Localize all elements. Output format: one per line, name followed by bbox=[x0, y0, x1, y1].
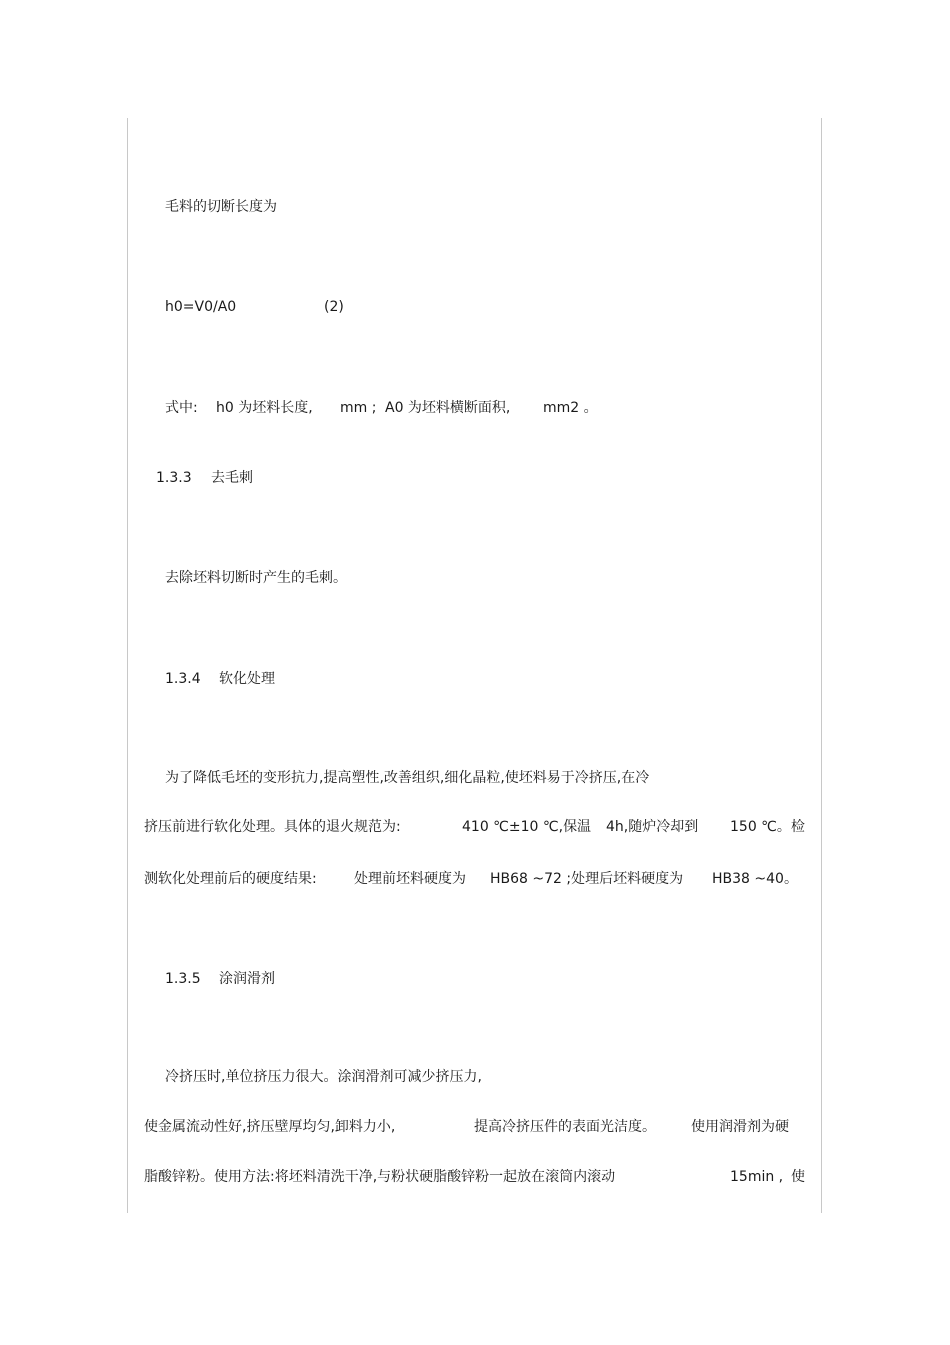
where-text-a: 式中: bbox=[165, 400, 198, 416]
softening-3-d: HB38 ~40。 bbox=[712, 871, 798, 887]
softening-2-b: 410 ℃±10 ℃,保温 bbox=[462, 819, 592, 835]
right-margin-rule bbox=[821, 118, 822, 1213]
lubricant-3-c: 使 bbox=[791, 1169, 805, 1185]
lubricant-2-a: 使金属流动性好,挤压壁厚均匀,卸料力小, bbox=[144, 1119, 396, 1135]
section-number: 1.3.3 bbox=[156, 470, 192, 486]
where-text-c: mm ; bbox=[340, 400, 377, 416]
softening-3-c: HB68 ~72 ;处理后坯料硬度为 bbox=[490, 871, 684, 887]
where-text-b: h0 为坯料长度, bbox=[216, 400, 313, 416]
where-text-e: mm2 。 bbox=[543, 400, 598, 416]
paragraph-cut-length: 毛料的切断长度为 bbox=[165, 199, 277, 215]
formula-expression: h0=V0/A0 bbox=[165, 299, 237, 315]
paragraph-softening-line-1: 为了降低毛坯的变形抗力,提高塑性,改善组织,细化晶粒,使坯料易于冷挤压,在冷 bbox=[165, 770, 650, 786]
softening-3-b: 处理前坯料硬度为 bbox=[354, 871, 466, 887]
formula-number: (2) bbox=[324, 299, 344, 315]
softening-2-c: 4h,随炉冷却到 bbox=[606, 819, 699, 835]
lubricant-2-c: 使用润滑剂为硬 bbox=[691, 1119, 789, 1135]
paragraph-lubricant-line-1: 冷挤压时,单位挤压力很大。涂润滑剂可减少挤压力, bbox=[165, 1069, 482, 1085]
softening-3-a: 测软化处理前后的硬度结果: bbox=[144, 871, 317, 887]
section-number: 1.3.5 bbox=[165, 971, 201, 987]
section-number: 1.3.4 bbox=[165, 671, 201, 687]
section-title: 涂润滑剂 bbox=[219, 971, 275, 987]
paragraph-deburr: 去除坯料切断时产生的毛刺。 bbox=[165, 570, 347, 586]
lubricant-3-a: 脂酸锌粉。使用方法:将坯料清洗干净,与粉状硬脂酸锌粉一起放在滚筒内滚动 bbox=[144, 1169, 616, 1185]
lubricant-2-b: 提高冷挤压件的表面光洁度。 bbox=[474, 1119, 656, 1135]
section-title: 软化处理 bbox=[219, 671, 275, 687]
where-text-d: A0 为坯料横断面积, bbox=[385, 400, 511, 416]
softening-2-d: 150 ℃。检 bbox=[730, 819, 805, 835]
section-title: 去毛刺 bbox=[211, 470, 253, 486]
lubricant-3-b: 15min , bbox=[730, 1169, 784, 1185]
softening-2-a: 挤压前进行软化处理。具体的退火规范为: bbox=[144, 819, 401, 835]
left-margin-rule bbox=[127, 118, 128, 1213]
